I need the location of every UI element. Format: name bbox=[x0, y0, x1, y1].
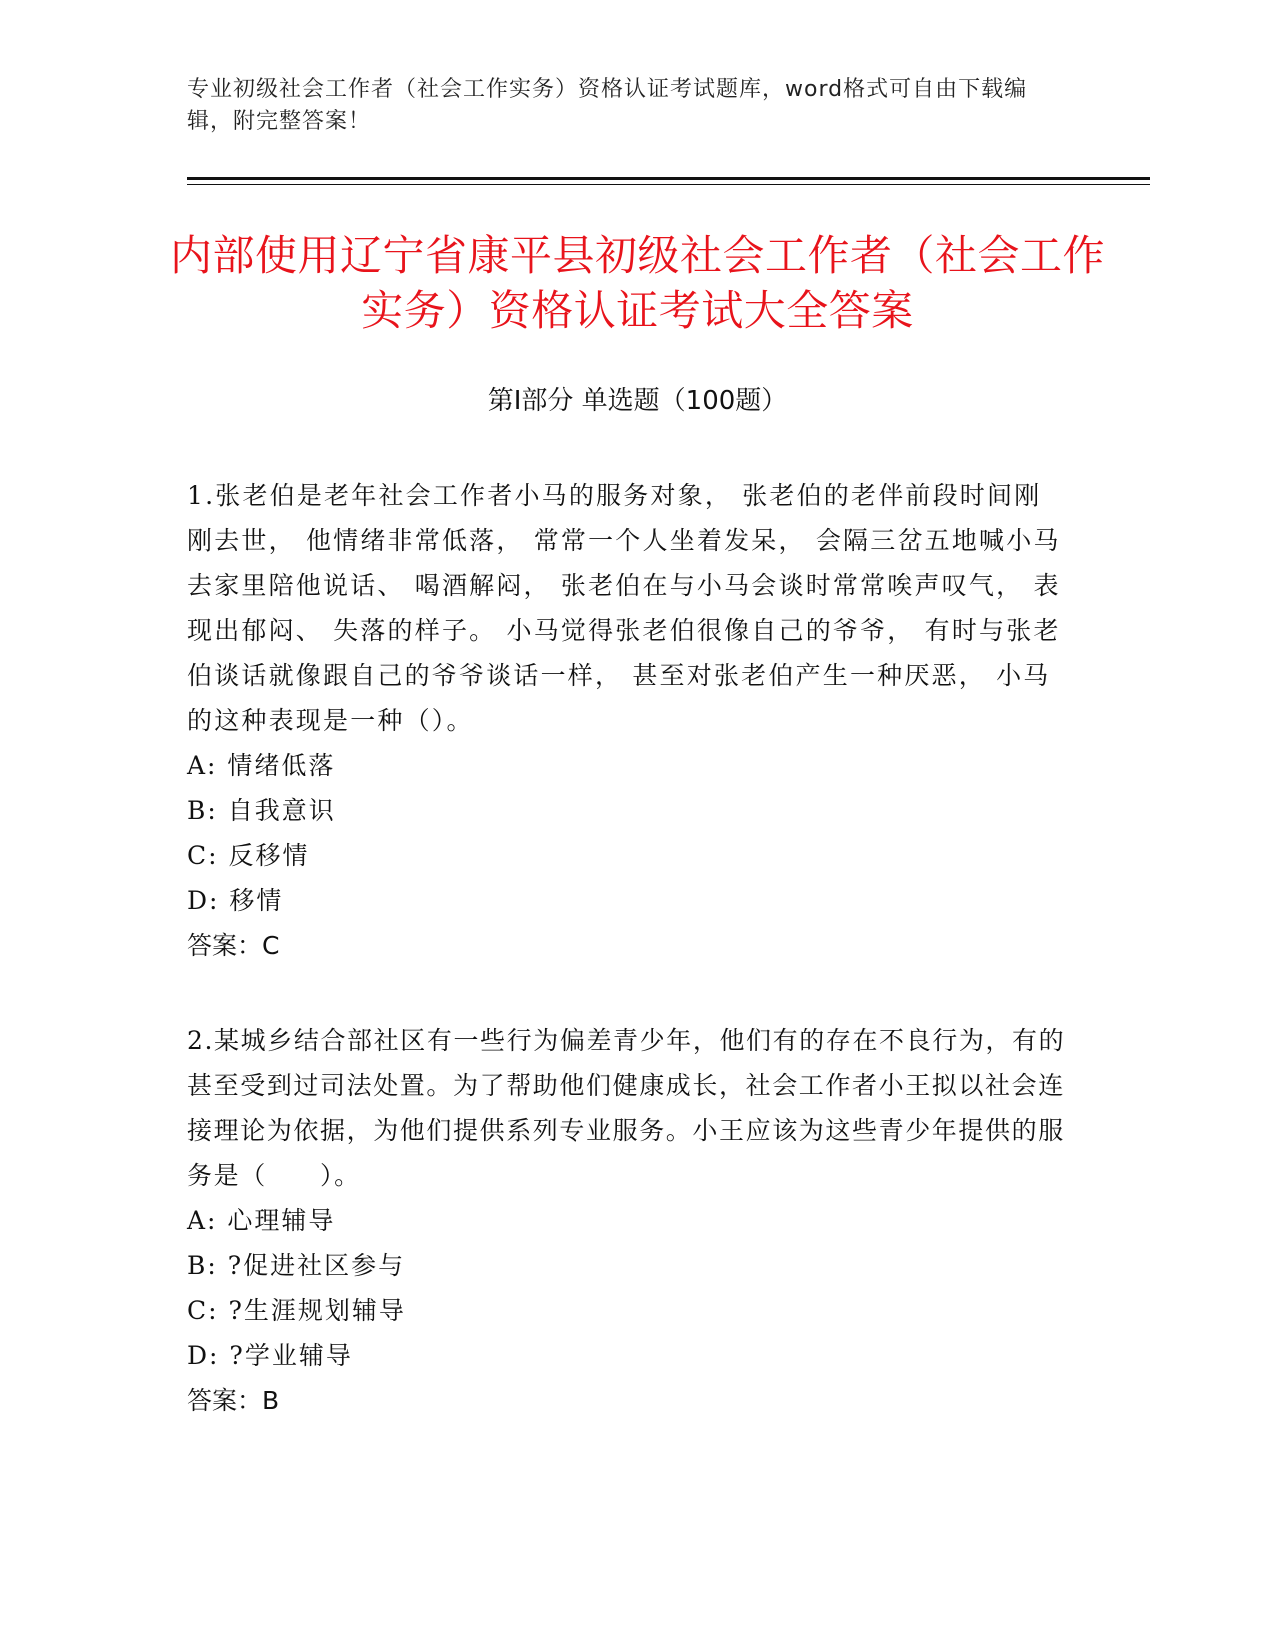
question-stem: 1.张老伯是老年社会工作者小马的服务对象， 张老伯的老伴前段时间刚刚去世， 他情绪非常低落， 常常一个人坐着发呆， 会隔三岔五地喊小马去家里陪他说话、 喝酒解闷， 张老伯在与小马会谈时常常唉声叹气， 表现出郁闷、 失落的样子。 小马觉得张老伯很像自己的爷爷， 有时与张老伯谈话就像跟自己的爷爷谈话一样， 甚至对张老伯产生一种厌恶， 小马的这种表现是一种（）。 bbox=[187, 481, 1061, 735]
option-d: D: ?学业辅导 bbox=[187, 1341, 353, 1370]
question-1 bbox=[187, 473, 1067, 968]
question-stem: 2.某城乡结合部社区有一些行为偏差青少年，他们有的存在不良行为，有的甚至受到过司法处置。为了帮助他们健康成长，社会工作者小王拟以社会连接理论为依据，为他们提供系列专业服务。小王应该为这些青少年提供的服务是（ ）。 bbox=[187, 1026, 1066, 1190]
section-title: 第Ⅰ部分 单选题（100题） bbox=[487, 386, 788, 416]
document-title: 内部使用辽宁省康平县初级社会工作者（社会工作实务）资格认证考试大全答案 bbox=[169, 231, 1105, 335]
answer-line: 答案：C bbox=[187, 931, 280, 960]
header-divider-thick bbox=[187, 177, 1150, 180]
header-note: 专业初级社会工作者（社会工作实务）资格认证考试题库，word格式可自由下载编辑，附完整答案！ bbox=[187, 77, 1028, 134]
option-b: B: 自我意识 bbox=[187, 796, 336, 825]
answer-line: 答案：B bbox=[187, 1386, 280, 1415]
option-d: D: 移情 bbox=[187, 886, 284, 915]
question-2 bbox=[187, 1018, 1067, 1423]
option-c: C: ?生涯规划辅导 bbox=[187, 1296, 406, 1325]
option-c: C: 反移情 bbox=[187, 841, 310, 870]
header-divider-thin bbox=[187, 184, 1150, 185]
option-a: A: 心理辅导 bbox=[187, 1206, 336, 1235]
option-b: B: ?促进社区参与 bbox=[187, 1251, 406, 1280]
option-a: A: 情绪低落 bbox=[187, 751, 336, 780]
